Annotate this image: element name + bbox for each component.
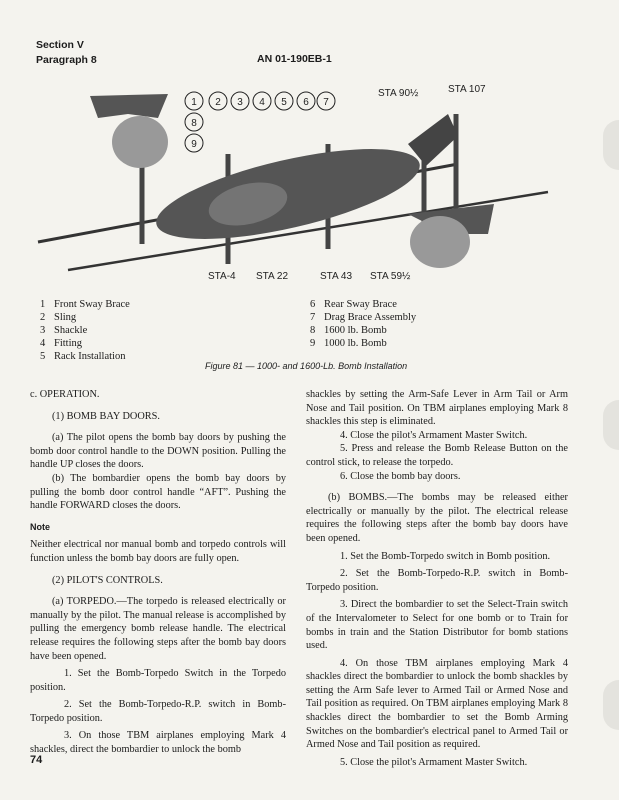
binder-hole [603, 120, 619, 170]
binder-hole [603, 680, 619, 730]
step: 3. On those TBM airplanes employing Mark 4 shackles, direct the bombardier to unlock the bomb [30, 730, 286, 756]
callout-2: 2 [215, 97, 221, 108]
paragraph: (b) BOMBS.—The bombs may be released either electrically or manually by the pilot. The electrical release requires the following steps after the bomb bay doors have been opened. [306, 492, 568, 544]
callout-8: 8 [191, 118, 197, 129]
step: 5. Press and release the Bomb Release Button on the control stick, to release the torpedo. [306, 443, 568, 468]
bomb-installation-illustration [28, 74, 588, 290]
section-label: Section V [36, 39, 84, 51]
station-59: STA 59½ [370, 271, 411, 282]
station-22: STA 22 [256, 271, 289, 282]
binder-hole [603, 400, 619, 450]
legend-item: 1 Front Sway Brace [40, 299, 130, 310]
document-id: AN 01-190EB-1 [257, 53, 332, 65]
callout-5: 5 [281, 97, 287, 108]
right-column [306, 388, 568, 769]
callout-4: 4 [259, 97, 265, 108]
callout-1: 1 [191, 97, 197, 108]
station-90: STA 90½ [378, 88, 419, 99]
legend-item: 7 Drag Brace Assembly [310, 312, 417, 323]
note-body: Neither electrical nor manual bomb and torpedo controls will function unless the bomb bay doors are fully open. [30, 539, 286, 564]
legend-left [40, 298, 130, 363]
paragraph: (a) TORPEDO.—The torpedo is released electrically or manually by the pilot. The manual release is accomplished by pulling the emergency bomb release handle. The electrical release requires the following steps after the bomb bay doors have been opened. [30, 596, 286, 662]
legend-item: 3 Shackle [40, 325, 88, 336]
legend-item: 2 Sling [40, 312, 77, 323]
section-heading: c. OPERATION. [30, 389, 100, 400]
step: 2. Set the Bomb-Torpedo-R.P. switch in Bomb-Torpedo position. [306, 568, 568, 593]
step: 4. On those TBM airplanes employing Mark 4 shackles direct the bombardier to unlock the bomb shackles by setting the Arm Safe lever to Armed Tail or Armed Nose and Tail position as required. On TBM airplanes employing Mark 8 shackles direct the bombardier to set the Bomb Arming Switches on the bombardier's electrical panel to Armed Tail or Armed Nose and Tail position as required. [306, 657, 568, 751]
legend-item: 9 1000 lb. Bomb [310, 338, 387, 349]
step: 5. Close the pilot's Armament Master Switch. [340, 756, 528, 768]
page-number: 74 [30, 754, 43, 766]
station-107: STA 107 [448, 84, 486, 95]
callout-3: 3 [237, 97, 243, 108]
legend-item: 6 Rear Sway Brace [310, 299, 397, 310]
legend-item: 5 Rack Installation [40, 351, 126, 362]
station-43: STA 43 [320, 271, 353, 282]
left-column [30, 388, 286, 757]
paragraph-label: Paragraph 8 [36, 54, 97, 66]
step: 2. Set the Bomb-Torpedo-R.P. switch in Bomb-Torpedo position. [30, 699, 286, 724]
legend-item: 8 1600 lb. Bomb [310, 325, 387, 336]
step: 3. Direct the bombardier to set the Select-Train switch of the Intervalometer to Select for one bomb or to Train for bombs in train and the Station Distributor for bomb stations used. [306, 599, 568, 652]
paragraph: shackles by setting the Arm-Safe Lever in Arm Tail or Arm Nose and Tail position. On TBM airplanes employing Mark 8 shackles this step is eliminated. [306, 389, 568, 428]
step: 4. Close the pilot's Armament Master Switch. [340, 429, 528, 441]
station-minus-4: STA-4 [208, 271, 236, 282]
step: 1. Set the Bomb-Torpedo Switch in the Torpedo position. [30, 668, 286, 693]
subheading: (2) PILOT'S CONTROLS. [52, 574, 163, 586]
callout-9: 9 [191, 139, 197, 150]
page-header-left [36, 38, 97, 68]
callout-6: 6 [303, 97, 309, 108]
note-title: Note [30, 521, 50, 532]
legend-right [310, 298, 416, 350]
figure-caption: Figure 81 — 1000- and 1600-Lb. Bomb Installation [205, 361, 408, 371]
paragraph: (a) The pilot opens the bomb bay doors by pushing the bomb door control handle to the DOWN position. Pulling the handle UP closes the doors. [30, 432, 286, 471]
legend-item: 4 Fitting [40, 338, 83, 349]
subheading: (1) BOMB BAY DOORS. [52, 410, 160, 422]
step: 1. Set the Bomb-Torpedo switch in Bomb position. [340, 550, 551, 562]
step: 6. Close the bomb bay doors. [340, 470, 461, 482]
callout-7: 7 [323, 97, 329, 108]
paragraph: (b) The bombardier opens the bomb bay doors by pulling the bomb door control handle “AFT”. Pushing the handle FORWARD closes the doors. [30, 472, 286, 512]
